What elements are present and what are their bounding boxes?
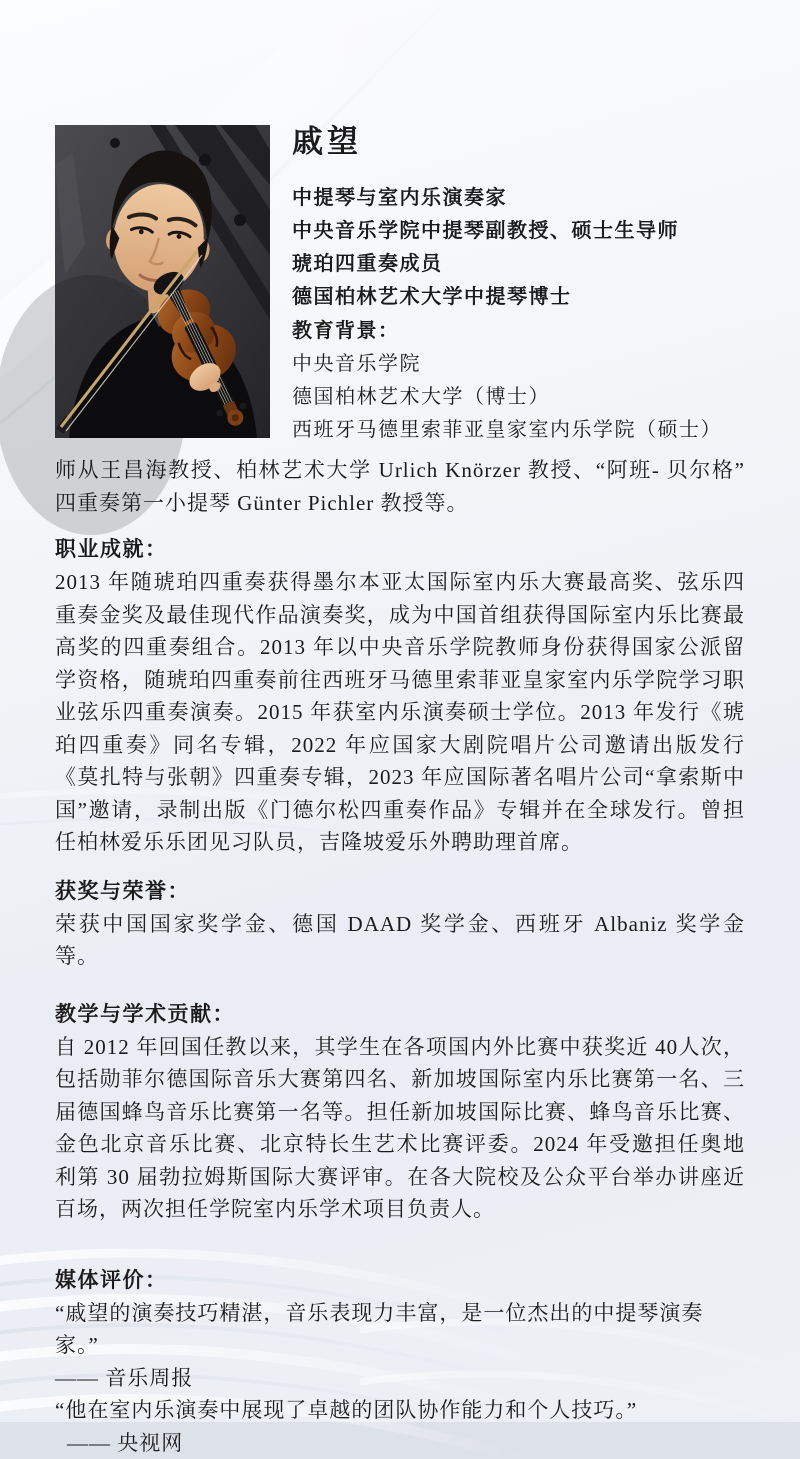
media-heading: 媒体评价： xyxy=(55,1264,745,1297)
mentors-paragraph: 师从王昌海教授、柏林艺术大学 Urlich Knörzer 教授、“阿班- 贝尔格”四重奏第一小提琴 Günter Pichler 教授等。 xyxy=(55,454,745,519)
intro-column xyxy=(292,125,745,447)
section-teaching xyxy=(55,998,745,1226)
awards-heading: 获奖与荣誉： xyxy=(55,875,745,908)
section-media xyxy=(55,1264,745,1459)
media-quote-1: “戚望的演奏技巧精湛，音乐表现力丰富，是一位杰出的中提琴演奏家。” xyxy=(55,1297,745,1362)
title-line: 中央音乐学院中提琴副教授、硕士生导师 xyxy=(292,215,745,248)
header-row xyxy=(55,125,745,447)
career-heading: 职业成就： xyxy=(55,533,745,566)
education-item: 德国柏林艺术大学（博士） xyxy=(292,381,745,414)
section-awards xyxy=(55,875,745,973)
title-line: 中提琴与室内乐演奏家 xyxy=(292,182,745,215)
profile-photo xyxy=(55,125,270,438)
portrait-violist-illustration xyxy=(55,125,270,438)
education-item: 西班牙马德里索菲亚皇家室内乐学院（硕士） xyxy=(292,414,745,447)
media-quote-2-source: —— 央视网 xyxy=(67,1431,183,1455)
awards-body: 荣获中国国家奖学金、德国 DAAD 奖学金、西班牙 Albaniz 奖学金等。 xyxy=(55,908,745,973)
media-quote-2-text: “他在室内乐演奏中展现了卓越的团队协作能力和个人技巧。” xyxy=(55,1398,637,1422)
bio-content xyxy=(55,125,745,1459)
media-quote-2 xyxy=(55,1394,745,1459)
media-quote-1-source: —— 音乐周报 xyxy=(55,1362,745,1395)
title-line: 德国柏林艺术大学中提琴博士 xyxy=(292,281,745,314)
title-line: 琥珀四重奏成员 xyxy=(292,248,745,281)
education-list xyxy=(292,348,745,447)
section-career xyxy=(55,533,745,859)
career-body: 2013 年随琥珀四重奏获得墨尔本亚太国际室内乐大赛最高奖、弦乐四重奏金奖及最佳现代作品演奏奖，成为中国首组获得国际室内乐比赛最高奖的四重奏组合。2013 年以中央音乐学院教师身份获得国家公派留学资格，随琥珀四重奏前往西班牙马德里索菲亚皇家室内乐学院学习职业弦乐四重奏演奏。2015 年获室内乐演奏硕士学位。2013 年发行《琥珀四重奏》同名专辑，2022 年应国家大剧院唱片公司邀请出版发行《莫扎特与张朝》四重奏专辑，2023 年应国际著名唱片公司“拿索斯中国”邀请，录制出版《门德尔松四重奏作品》专辑并在全球发行。曾担任柏林爱乐乐团见习队员，吉隆坡爱乐外聘助理首席。 xyxy=(55,566,745,859)
education-item: 中央音乐学院 xyxy=(292,348,745,381)
artist-name: 戚望 xyxy=(292,125,745,159)
teaching-body: 自 2012 年回国任教以来，其学生在各项国内外比赛中获奖近 40人次，包括勋菲尔德国际音乐大赛第四名、新加坡国际室内乐比赛第一名、三届德国蜂鸟音乐比赛第一名等。担任新加坡国际比赛、蜂鸟音乐比赛、金色北京音乐比赛、北京特长生艺术比赛评委。2024 年受邀担任奥地利第 30 届勃拉姆斯国际大赛评审。在各大院校及公众平台举办讲座近百场，两次担任学院室内乐学术项目负责人。 xyxy=(55,1031,745,1226)
teaching-heading: 教学与学术贡献： xyxy=(55,998,745,1031)
title-list xyxy=(292,182,745,314)
education-heading: 教育背景： xyxy=(292,315,745,348)
